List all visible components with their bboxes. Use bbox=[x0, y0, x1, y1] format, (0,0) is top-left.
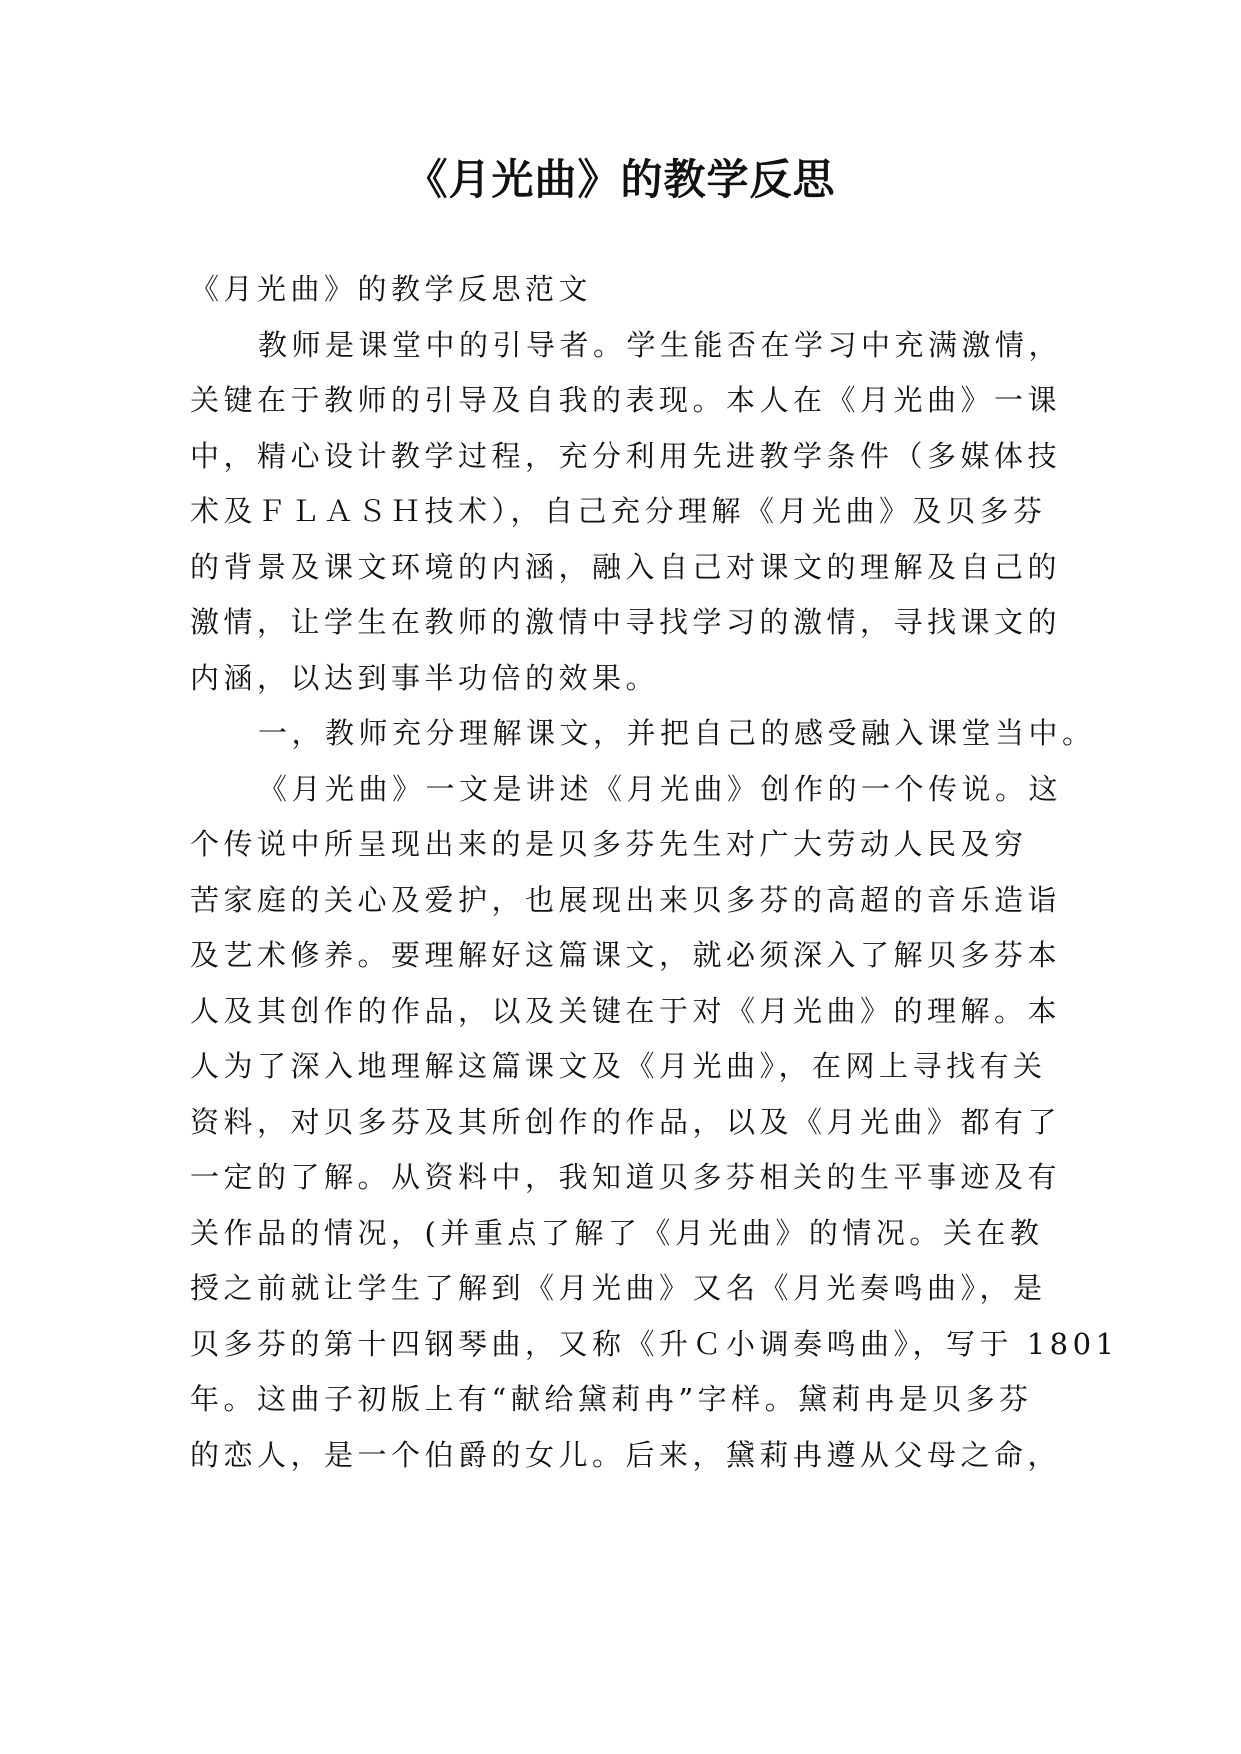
text-line-13: 人及其创作的作品，以及关键在于对《月光曲》的理解。本 bbox=[190, 993, 1062, 1028]
text-line-2: 关键在于教师的引导及自我的表现。本人在《月光曲》一课 bbox=[190, 383, 1062, 417]
text-line-10: 个传说中所呈现出来的是贝多芬先生对广大劳动人民及穷 bbox=[190, 827, 1028, 861]
document-body bbox=[190, 262, 1119, 1483]
text-line-11: 苦家庭的关心及爱护，也展现出来贝多芬的高超的音乐造诣 bbox=[190, 882, 1062, 917]
text-line-15: 资料，对贝多芬及其所创作的作品，以及《月光曲》都有了 bbox=[190, 1104, 1062, 1139]
text-line-3: 中，精心设计教学过程，充分利用先进教学条件（多媒体技 bbox=[190, 438, 1062, 473]
text-line-14: 人为了深入地理解这篇课文及《月光曲》，在网上寻找有关 bbox=[190, 1049, 1047, 1083]
subtitle-line: 《月光曲》的教学反思范文 bbox=[190, 272, 593, 306]
text-line-9: 《月光曲》一文是讲述《月光曲》创作的一个传说。这 bbox=[258, 771, 1063, 806]
text-line-21: 的恋人，是一个伯爵的女儿。后来，黛莉冉遵从父母之命， bbox=[190, 1437, 1062, 1472]
text-line-20: 年。这曲子初版上有“献给黛莉冉”字样。黛莉冉是贝多芬 bbox=[190, 1382, 1033, 1416]
text-line-4: 术及ＦＬＡＳＨ技术），自己充分理解《月光曲》及贝多芬 bbox=[190, 494, 1047, 528]
text-line-1: 教师是课堂中的引导者。学生能否在学习中充满激情， bbox=[258, 327, 1063, 362]
text-line-12: 及艺术修养。要理解好这篇课文，就必须深入了解贝多芬本 bbox=[190, 938, 1062, 972]
text-line-17: 关作品的情况，(并重点了解了《月光曲》的情况。关在教 bbox=[190, 1215, 1044, 1250]
text-line-19: 贝多芬的第十四钢琴曲，又称《升Ｃ小调奏鸣曲》，写于 1801 bbox=[190, 1326, 1119, 1361]
text-line-18: 授之前就让学生了解到《月光曲》又名《月光奏鸣曲》，是 bbox=[190, 1271, 1047, 1305]
section-heading-1: 一，教师充分理解课文，并把自己的感受融入课堂当中。 bbox=[258, 716, 1096, 750]
document-title: 《月光曲》的教学反思 bbox=[405, 155, 836, 204]
text-line-7: 内涵，以达到事半功倍的效果。 bbox=[190, 660, 660, 695]
text-line-5: 的背景及课文环境的内涵，融入自己对课文的理解及自己的 bbox=[190, 549, 1062, 584]
text-line-6: 激情，让学生在教师的激情中寻找学习的激情，寻找课文的 bbox=[190, 605, 1062, 639]
text-line-16: 一定的了解。从资料中，我知道贝多芬相关的生平事迹及有 bbox=[190, 1160, 1062, 1194]
